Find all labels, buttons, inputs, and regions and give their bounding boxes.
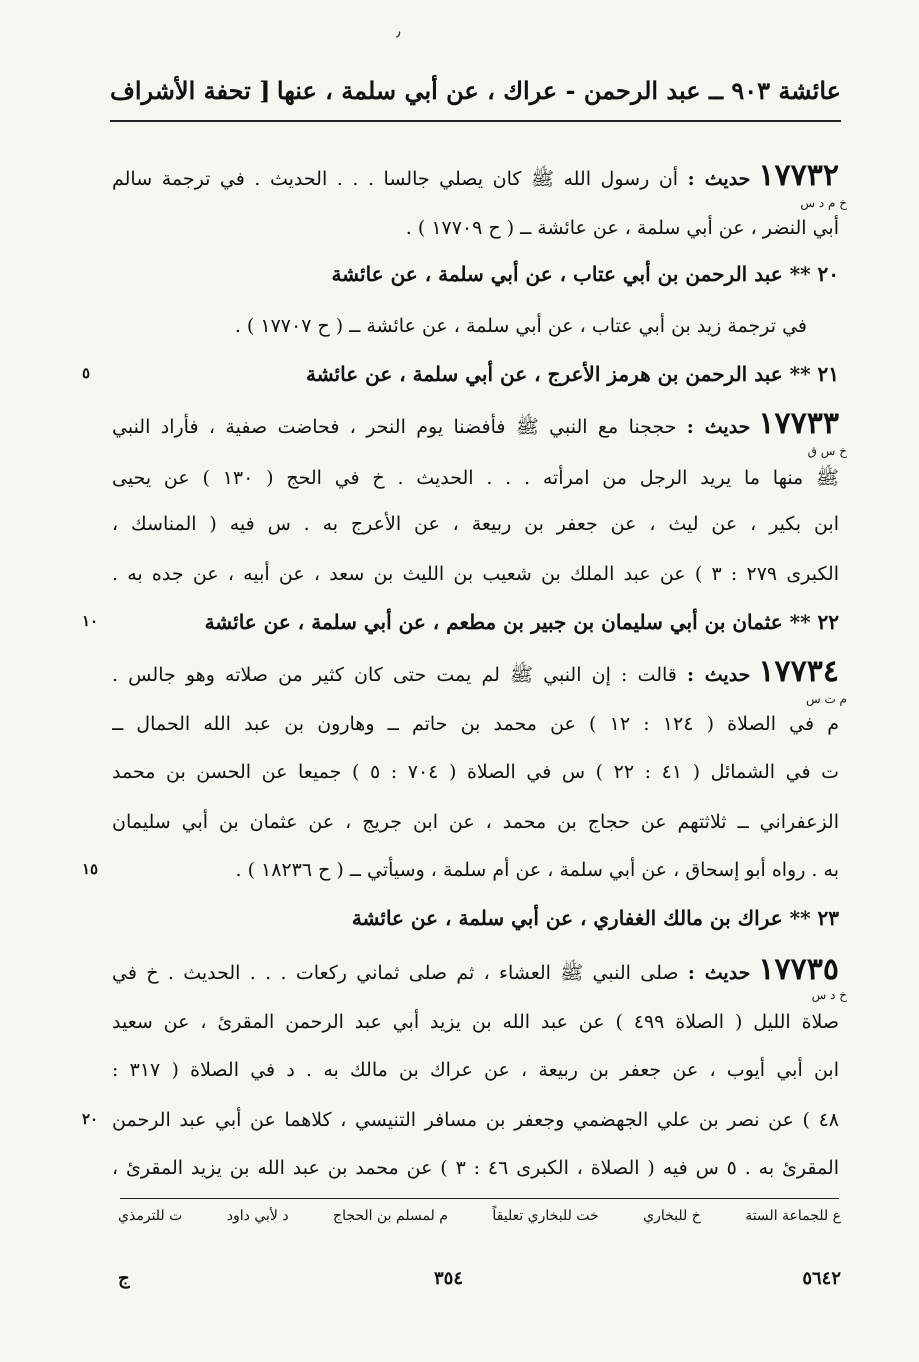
sigla-label: خ م د س xyxy=(800,196,847,210)
hadith-keyword: حديث : xyxy=(686,416,751,438)
abbreviation: م لمسلم بن الحجاج xyxy=(333,1208,448,1224)
margin-line-number: ٢٠ xyxy=(82,1110,99,1128)
hadith-number: ١٧٧٣٤ xyxy=(758,654,839,689)
line-text: قالت : إن النبي ﷺ لم يمت حتى كان كثير من صلاته وهو جالس . xyxy=(112,664,677,686)
sequence-number: ٥٦٤٢ xyxy=(802,1268,841,1289)
sigla-label: خ د س xyxy=(811,988,847,1002)
margin-line-number: ١٥ xyxy=(82,860,99,878)
line-text: أن رسول الله ﷺ كان يصلي جالسا . . . الحديث . في ترجمة سالم xyxy=(112,168,679,190)
line-text: حججنا مع النبي ﷺ فأفضنا يوم النحر ، فحاضت صفية ، فأراد النبي xyxy=(112,416,677,438)
line-text: صلى النبي ﷺ العشاء ، ثم صلى ثماني ركعات . . . الحديث . خ في xyxy=(112,962,679,984)
text-line xyxy=(112,402,839,446)
abbreviation: ت للترمذي xyxy=(118,1208,183,1224)
hadith-number: ١٧٧٣٥ xyxy=(758,952,839,987)
section-heading: ٢٠ ** عبد الرحمن بن أبي عتاب ، عن أبي سلمة ، عن عائشة xyxy=(331,262,839,286)
hadith-keyword: حديث : xyxy=(687,664,751,686)
hadith-keyword: حديث : xyxy=(687,962,751,984)
text-line xyxy=(112,154,839,198)
sigla-label: م ت س xyxy=(805,692,847,706)
margin-line-number: ١٠ xyxy=(82,612,99,630)
text-line: ٤٨ ) عن نصر بن علي الجهضمي وجعفر بن مسافر التنيسي ، كلاهما عن أبي عبد الرحمن xyxy=(112,1109,839,1131)
margin-line-number: ٥ xyxy=(82,364,91,382)
hadith-number: ١٧٧٣٢ xyxy=(758,158,839,193)
abbreviation: ع للجماعة الستة xyxy=(745,1208,841,1224)
footnote-rule xyxy=(120,1198,839,1199)
section-heading: ٢٢ ** عثمان بن أبي سليمان بن جبير بن مطعم ، عن أبي سلمة ، عن عائشة xyxy=(204,610,839,634)
abbreviation: خت للبخاري تعليقاً xyxy=(492,1208,599,1224)
text-line: ت في الشمائل ( ٤١ : ٢٢ ) س في الصلاة ( ٧٠٤ : ٥ ) جميعا عن الحسن بن محمد xyxy=(112,761,839,783)
volume-letter: ج xyxy=(118,1268,130,1289)
abbreviation-key xyxy=(118,1208,841,1236)
section-heading: ٢١ ** عبد الرحمن بن هرمز الأعرج ، عن أبي سلمة ، عن عائشة xyxy=(305,362,839,386)
page-header xyxy=(110,70,841,122)
abbreviation: د لأبي داود xyxy=(226,1208,289,1224)
text-line xyxy=(112,948,839,992)
hadith-keyword: حديث : xyxy=(687,168,751,190)
text-line: به . رواه أبو إسحاق ، عن أبي سلمة ، عن أم سلمة ، وسيأتي ــ ( ح ١٨٢٣٦ ) . xyxy=(235,859,839,881)
text-line: الزعفراني ــ ثلاثتهم عن حجاج بن محمد ، عن ابن جريج ، عن عثمان بن أبي سليمان xyxy=(112,811,839,833)
page-number: ٣٥٤ xyxy=(434,1268,464,1289)
book-title: [ تحفة الأشراف xyxy=(110,76,271,105)
sigla-label: خ س ق xyxy=(807,444,847,458)
text-line xyxy=(112,650,839,694)
hadith-number: ١٧٧٣٣ xyxy=(758,406,839,441)
text-line: أبي النضر ، عن أبي سلمة ، عن عائشة ــ ( ح ١٧٧٠٩ ) . xyxy=(405,217,839,239)
stray-mark: ٫ xyxy=(396,24,401,40)
text-line: في ترجمة زيد بن أبي عتاب ، عن أبي سلمة ، عن عائشة ــ ( ح ١٧٧٠٧ ) . xyxy=(234,315,807,337)
text-line: ابن أبي أيوب ، عن جعفر بن ربيعة ، عن عراك بن مالك به . د في الصلاة ( ٣١٧ : xyxy=(112,1059,839,1081)
text-line: المقرئ به . ٥ س فيه ( الصلاة ، الكبرى ٤٦ : ٣ ) عن محمد بن عبد الله بن يزيد المقرئ ، xyxy=(112,1157,839,1179)
abbreviation: خ للبخاري xyxy=(643,1208,701,1224)
text-line: صلاة الليل ( الصلاة ٤٩٩ ) عن عبد الله بن يزيد أبي عبد الرحمن المقرئ ، عن سعيد xyxy=(112,1011,839,1033)
section-heading: ٢٣ ** عراك بن مالك الغفاري ، عن أبي سلمة ، عن عائشة xyxy=(351,906,839,930)
text-line: م في الصلاة ( ١٢٤ : ١٢ ) عن محمد بن حاتم ــ وهارون بن عبد الله الحمال ــ xyxy=(112,713,839,735)
text-line: ابن بكير ، عن ليث ، عن جعفر بن ربيعة ، عن الأعرج به . س فيه ( المناسك ، xyxy=(112,513,839,535)
text-line: ﷺ منها ما يريد الرجل من امرأته . . . الحديث . خ في الحج ( ١٣٠ ) عن يحيى xyxy=(112,467,839,489)
running-title: عائشة ٩٠٣ ــ عبد الرحمن - عراك ، عن أبي سلمة ، عنها xyxy=(276,76,841,105)
text-line: الكبرى ٢٧٩ : ٣ ) عن عبد الملك بن شعيب بن الليث بن سعد ، عن أبيه ، عن جده به . xyxy=(112,563,839,585)
